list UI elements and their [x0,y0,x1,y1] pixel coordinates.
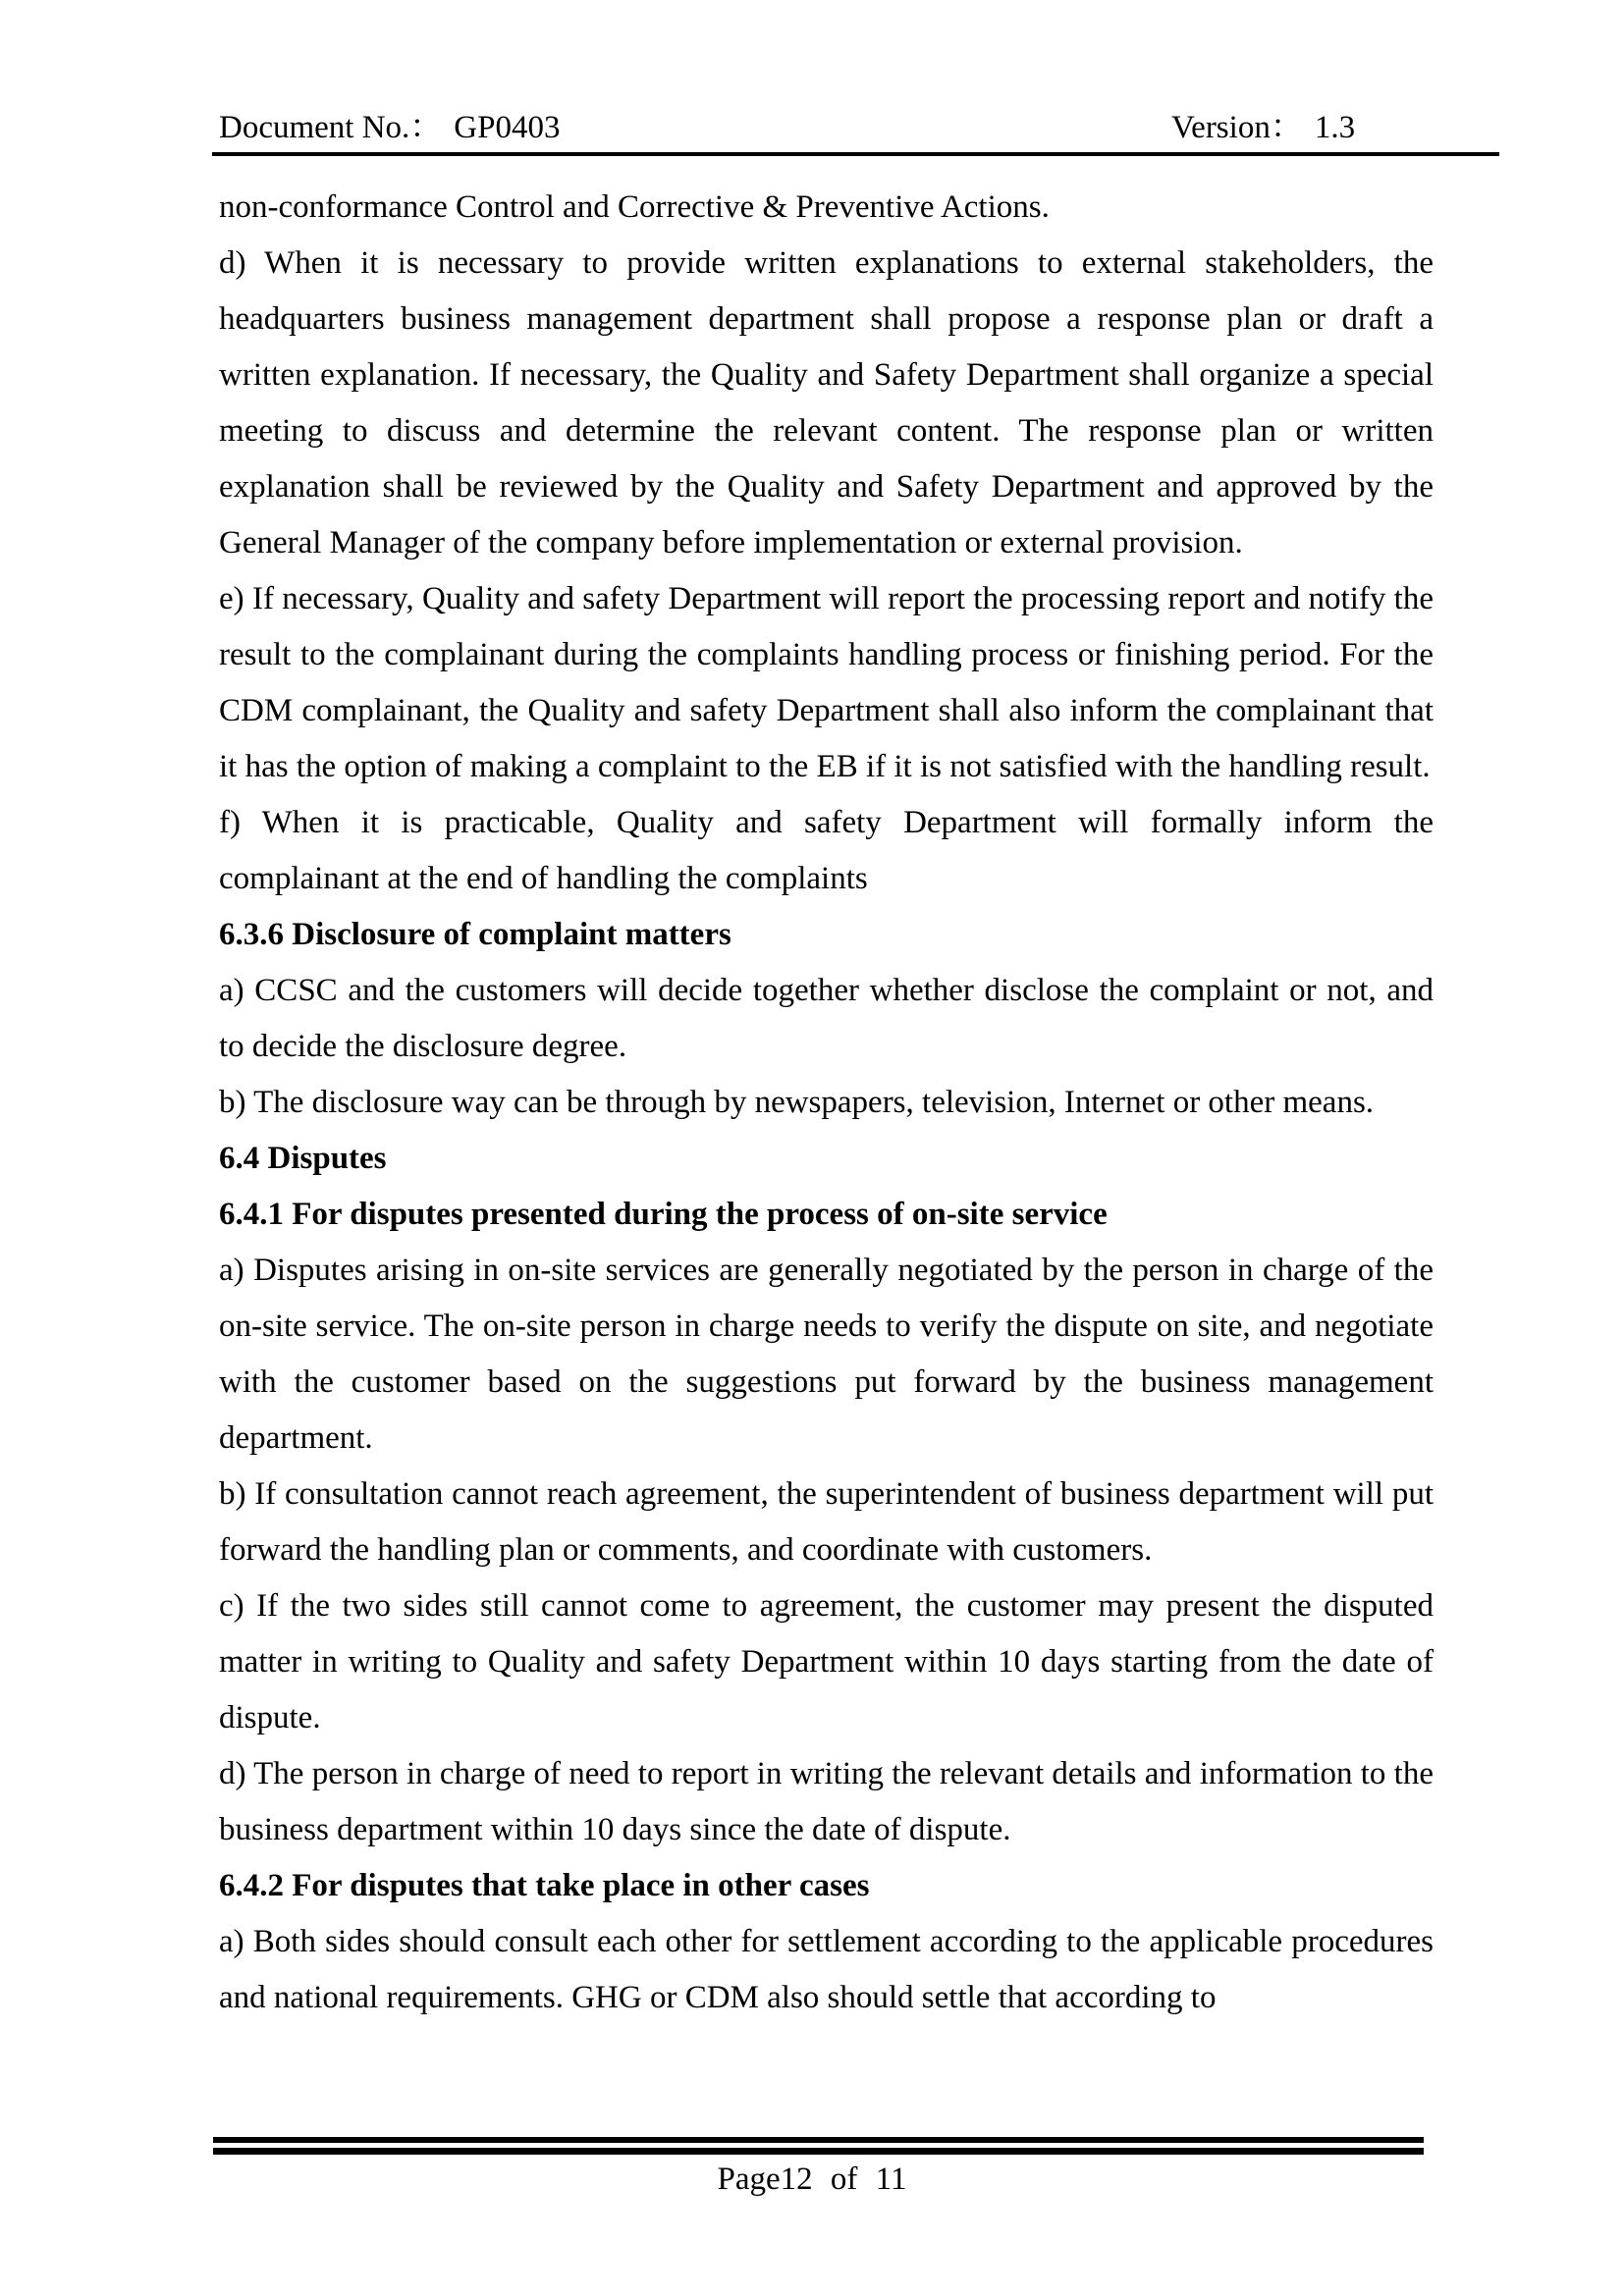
paragraph-disclosure-a: a) CCSC and the customers will decide together whether disclose the complaint or not, and to decide the disclosure degree. [219,973,1434,1064]
paragraph-item-d: d) When it is necessary to provide written explanations to external stakeholders, the headquarters business management department shall propose a response plan or draft a written explanation. If necessary, the Quality and Safety Department shall organize a special meeting to discuss and determine the relevant content. The response plan or written explanation shall be reviewed by the Quality and Safety Department and approved by the General Manager of the company before implementation or external provision. [219,245,1434,561]
heading-6-3-6: 6.3.6 Disclosure of complaint matters [219,917,731,952]
footer-rule-bottom [213,2148,1424,2155]
page-number: Page12 of 11 [717,2162,907,2197]
document-number [219,108,560,147]
page-footer [0,2160,1624,2199]
document-number-label: Document No.： [219,110,443,145]
page-header [219,108,1434,153]
version-value: 1.3 [1314,110,1356,145]
paragraph-other-cases-a: a) Both sides should consult each other for settlement according to the applicable procedures and national requirements. GHG or CDM also should settle that according to [219,1924,1434,2015]
paragraph-onsite-d: d) The person in charge of need to report in writing the relevant details and information to the business department within 10 days since the date of dispute. [219,1756,1434,1847]
heading-6-4-1: 6.4.1 For disputes presented during the process of on-site service [219,1197,1108,1232]
paragraph-item-e: e) If necessary, Quality and safety Department will report the processing report and notify the result to the complainant during the complaints handling process or finishing period. For the CDM complainant, the Quality and safety Department shall also inform the complainant that it has the option of making a complaint to the EB if it is not satisfied with the handling result. [219,581,1434,784]
paragraph-onsite-b: b) If consultation cannot reach agreement, the superintendent of business department will put forward the handling plan or comments, and coordinate with customers. [219,1476,1434,1568]
version-label: Version： [1171,110,1303,145]
paragraph-item-f: f) When it is practicable, Quality and safety Department will formally inform the complainant at the end of handling the complaints [219,805,1434,896]
heading-6-4: 6.4 Disputes [219,1141,387,1176]
paragraph-disclosure-b: b) The disclosure way can be through by newspapers, television, Internet or other means. [219,1085,1375,1120]
header-rule [212,152,1499,156]
paragraph-onsite-a: a) Disputes arising in on-site services are generally negotiated by the person in charge of the on-site service. The on-site person in charge needs to verify the dispute on site, and negotiate with the customer based on the suggestions put forward by the business management department. [219,1253,1434,1456]
footer-rule-top [213,2137,1424,2143]
paragraph-onsite-c: c) If the two sides still cannot come to agreement, the customer may present the disputed matter in writing to Quality and safety Department within 10 days starting from the date of dispute. [219,1588,1434,1735]
document-version [1171,108,1355,147]
heading-6-4-2: 6.4.2 For disputes that take place in other cases [219,1868,870,1903]
document-body [219,180,1434,2026]
paragraph-continuation: non-conformance Control and Corrective & Preventive Actions. [219,189,1050,225]
document-number-value: GP0403 [454,110,561,145]
